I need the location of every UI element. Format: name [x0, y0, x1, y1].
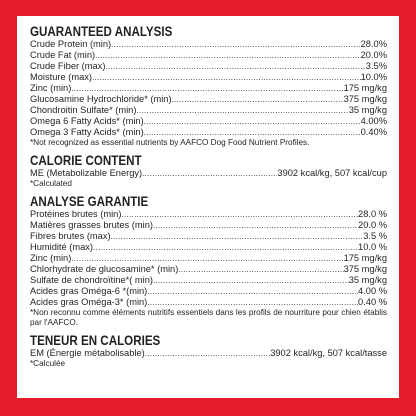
row-value: 20.0% [360, 50, 387, 60]
row-value: 10.0% [360, 72, 387, 82]
teneur-en-calories-row [30, 348, 387, 359]
row-value: 375 mg/kg [343, 94, 387, 104]
table-row [30, 297, 387, 308]
row-label: Moisture (max) [30, 72, 92, 82]
row-label: Omega 6 Fatty Acids* (min) [30, 116, 144, 126]
row-label: Humidité (max) [30, 242, 94, 252]
row-label: Chlorhydrate de glucosamine* (min) [30, 264, 179, 274]
dot-leader [92, 72, 361, 83]
row-value: 4.00 % [358, 286, 387, 296]
table-row [30, 253, 387, 264]
analyse-garantie-heading: ANALYSE GARANTIE [30, 194, 149, 209]
row-value: 175 mg/kg [343, 83, 387, 93]
row-value: 28.0% [360, 39, 387, 49]
dot-leader [111, 39, 361, 50]
dot-leader [147, 297, 358, 308]
row-label: Acides gras Oméga-6 *(min) [30, 286, 148, 296]
table-row [30, 264, 387, 275]
row-label: Matières grasses brutes (min) [30, 220, 153, 230]
dot-leader [144, 127, 361, 138]
table-row [30, 72, 387, 83]
guaranteed-analysis-footnote: *Not recognized as essential nutrients by AAFCO Dog Food Nutrient Profiles. [30, 138, 310, 147]
row-value: 35 mg/kg [348, 105, 387, 115]
guaranteed-analysis-table [30, 39, 387, 138]
row-label: Sulfate de chondroïtine*( min) [30, 275, 153, 285]
calorie-content-footnote: *Calculated [30, 179, 72, 188]
dot-leader [136, 105, 348, 116]
row-label: Omega 3 Fatty Acids* (min) [30, 127, 144, 137]
analyse-garantie-table [30, 209, 387, 308]
row-label: Protéines brutes (min) [30, 209, 122, 219]
dot-leader [145, 348, 270, 359]
row-label: Zinc (min) [30, 253, 72, 263]
row-label: Fibres brutes (max) [30, 231, 111, 241]
row-value: 3902 kcal/kg, 507 kcal/tasse [270, 348, 387, 358]
table-row [30, 116, 387, 127]
row-label: Crude Protein (min) [30, 39, 112, 49]
dot-leader [71, 83, 343, 94]
row-label: ME (Metabolizable Energy) [30, 168, 143, 178]
calorie-content-heading: CALORIE CONTENT [30, 153, 142, 168]
row-value: 3.5 % [363, 231, 387, 241]
row-label: Zinc (min) [30, 83, 72, 93]
dot-leader [93, 242, 358, 253]
row-value: 10.0 % [358, 242, 387, 252]
dot-leader [153, 275, 349, 286]
table-row [30, 61, 387, 72]
row-label: Crude Fat (min) [30, 50, 96, 60]
row-value: 4.00% [360, 116, 387, 126]
table-row [30, 286, 387, 297]
row-value: 0.40% [360, 127, 387, 137]
table-row [30, 231, 387, 242]
table-row [30, 209, 387, 220]
row-value: 28.0 % [358, 209, 387, 219]
table-row [30, 220, 387, 231]
table-row [30, 83, 387, 94]
row-value: 175 mg/kg [343, 253, 387, 263]
dot-leader [105, 61, 365, 72]
row-label: Acides gras Oméga-3* (min) [30, 297, 148, 307]
dot-leader [71, 253, 343, 264]
table-row [30, 50, 387, 61]
dot-leader [172, 94, 344, 105]
nutrition-label-panel [17, 16, 399, 398]
row-value: 3902 kcal/kg, 507 kcal/cup [277, 168, 387, 178]
dot-leader [153, 220, 358, 231]
dot-leader [147, 286, 358, 297]
table-row [30, 94, 387, 105]
table-row [30, 242, 387, 253]
dot-leader [178, 264, 343, 275]
dot-leader [111, 231, 364, 242]
teneur-en-calories-heading: TENEUR EN CALORIES [30, 333, 161, 348]
row-value: 3.5% [365, 61, 387, 71]
analyse-garantie-footnote: *Non reconnu comme éléments nutritifs essentiels dans les profils de nourriture pour chien établis par l'AAFCO. [30, 308, 387, 327]
table-row [30, 105, 387, 116]
guaranteed-analysis-heading: GUARANTEED ANALYSIS [30, 24, 173, 39]
dot-leader [121, 209, 358, 220]
row-value: 35 mg/kg [348, 275, 387, 285]
dot-leader [142, 168, 277, 179]
row-label: EM (Énergie métabolisable) [30, 348, 145, 358]
row-value: 375 mg/kg [343, 264, 387, 274]
dot-leader [144, 116, 361, 127]
calorie-content-row [30, 168, 387, 179]
dot-leader [95, 50, 361, 61]
table-row [30, 275, 387, 286]
row-label: Crude Fiber (max) [30, 61, 106, 71]
row-value: 0.40 % [358, 297, 387, 307]
teneur-en-calories-footnote: *Calculée [30, 359, 66, 368]
table-row [30, 39, 387, 50]
row-value: 20.0 % [358, 220, 387, 230]
table-row [30, 127, 387, 138]
row-label: Chondroitin Sulfate* (min) [30, 105, 137, 115]
row-label: Glucosamine Hydrochloride* (min) [30, 94, 172, 104]
